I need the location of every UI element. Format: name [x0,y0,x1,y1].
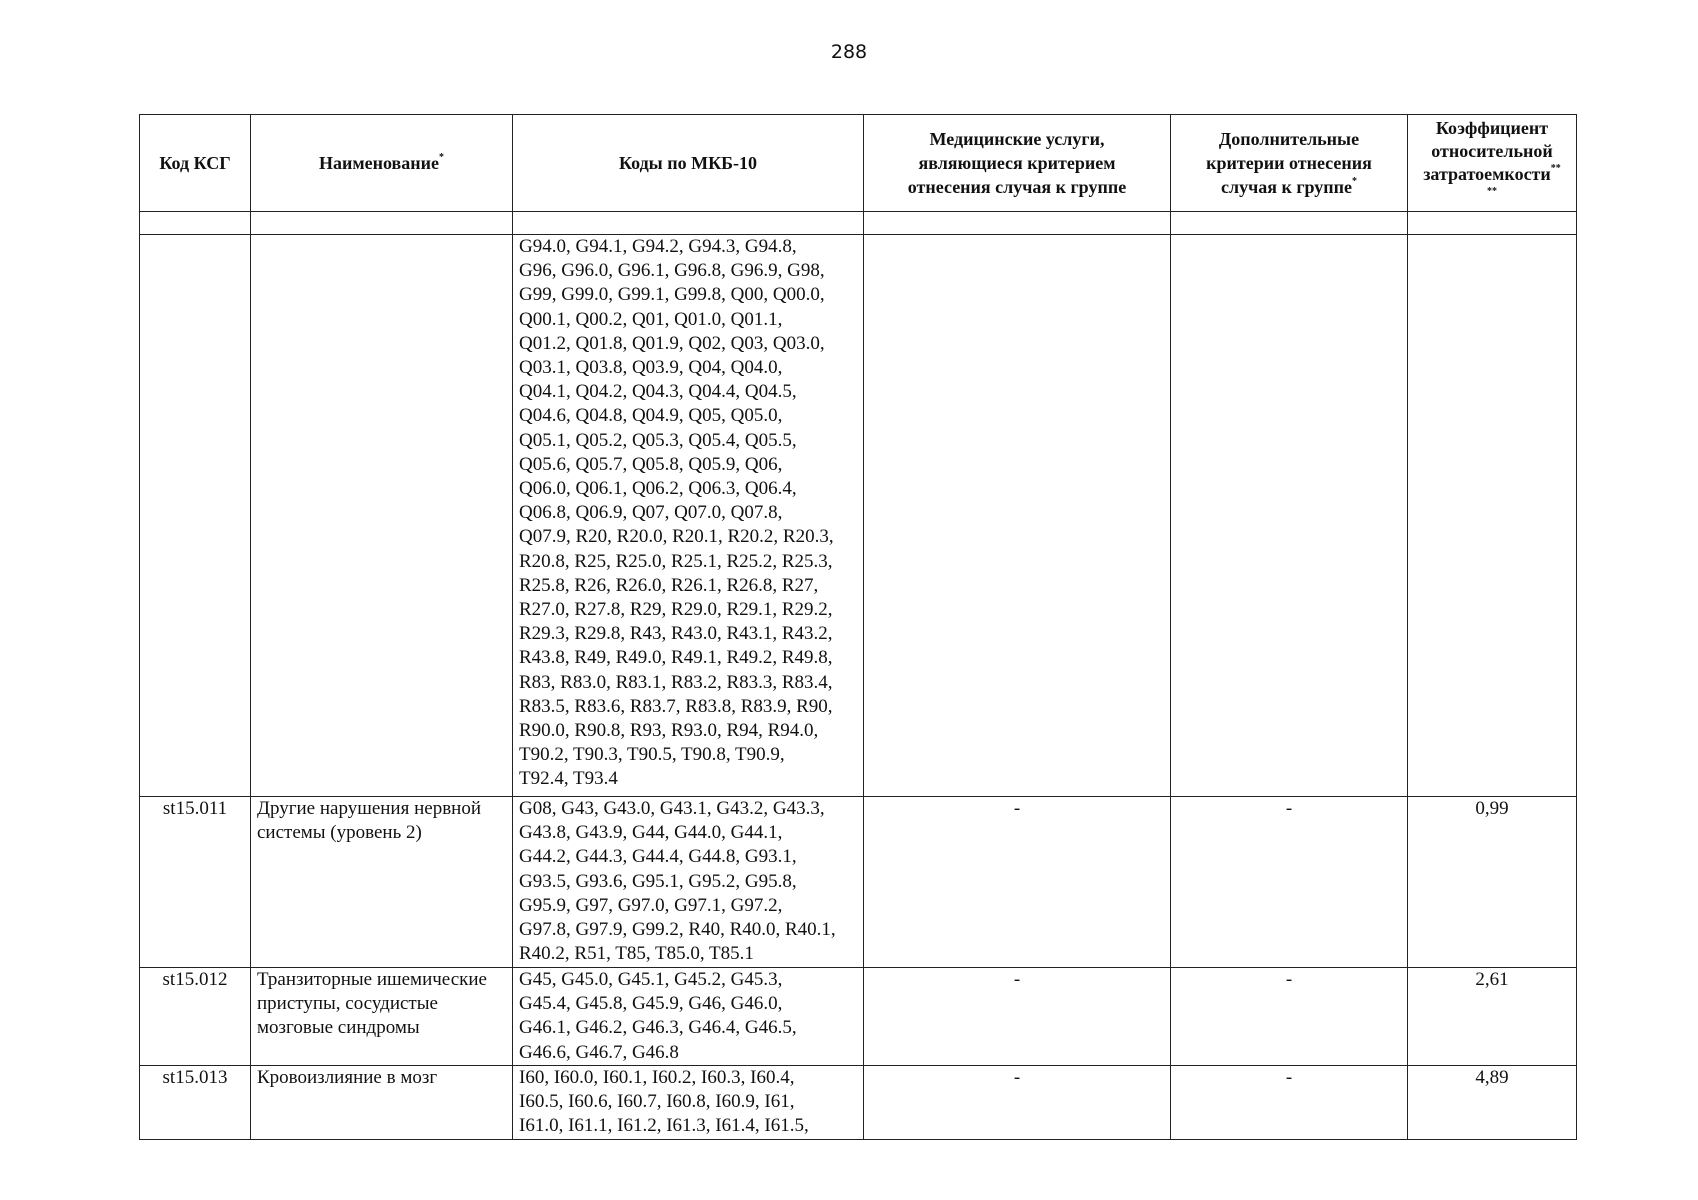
coefficient-cell: 4,89 [1408,1066,1577,1140]
header-name: Наименование* [251,115,513,212]
services-cell: - [864,968,1171,1066]
table-row [140,968,1577,1066]
continuation-row [140,235,1577,797]
ksg-name-cell: Другие нарушения нервной системы (уровень 2) [251,797,513,968]
name-footnote-mark: * [439,152,444,163]
criteria-cell: - [1171,1066,1408,1140]
mkb-codes-cell: I60, I60.0, I60.1, I60.2, I60.3, I60.4, I60.5, I60.6, I60.7, I60.8, I60.9, I61, I61.0, I61.1, I61.2, I61.3, I61.4, I61.5, [513,1066,864,1140]
ksg-code-cell: st15.013 [140,1066,251,1140]
spacer-row [140,212,1577,235]
header-medical-services: Медицинские услуги, являющиеся критерием отнесения случая к группе [864,115,1171,212]
empty-cell [251,235,513,797]
spacer-cell [140,212,251,235]
mkb-codes-cell: G08, G43, G43.0, G43.1, G43.2, G43.3, G43.8, G43.9, G44, G44.0, G44.1, G44.2, G44.3, G44.4, G44.8, G93.1, G93.5, G93.6, G95.1, G95.2, G95.8, G95.9, G97, G97.0, G97.1, G97.2, G97.8, G97.9, G99.2, R40, R40.0, R40.1, R40.2, R51, T85, T85.0, T85.1 [513,797,864,968]
empty-cell [864,235,1171,797]
criteria-cell: - [1171,797,1408,968]
services-cell: - [864,1066,1171,1140]
ksg-name-cell: Кровоизлияние в мозг [251,1066,513,1140]
empty-cell [1408,235,1577,797]
spacer-cell [864,212,1171,235]
header-code: Код КСГ [140,115,251,212]
ksg-code-cell: st15.012 [140,968,251,1066]
spacer-cell [513,212,864,235]
header-additional-criteria: Дополнительные критерии отнесения случая к группе* [1171,115,1408,212]
table-row [140,1066,1577,1140]
spacer-cell [1408,212,1577,235]
criteria-cell: - [1171,968,1408,1066]
empty-cell [1171,235,1408,797]
empty-cell [140,235,251,797]
coefficient-cell: 2,61 [1408,968,1577,1066]
spacer-cell [251,212,513,235]
page-number: 288 [830,41,868,63]
services-cell: - [864,797,1171,968]
table-row [140,797,1577,968]
header-coefficient: Коэффициент относительной затратоемкости** ** [1408,115,1577,212]
header-mkb-codes: Коды по МКБ-10 [513,115,864,212]
header-row [140,115,1577,212]
criteria-footnote-mark: * [1352,176,1358,187]
mkb-codes-cell: G94.0, G94.1, G94.2, G94.3, G94.8, G96, G96.0, G96.1, G96.8, G96.9, G98, G99, G99.0, G99.1, G99.8, Q00, Q00.0, Q00.1, Q00.2, Q01, Q01.0, Q01.1, Q01.2, Q01.8, Q01.9, Q02, Q03, Q03.0, Q03.1, Q03.8, Q03.9, Q04, Q04.0, Q04.1, Q04.2, Q04.3, Q04.4, Q04.5, Q04.6, Q04.8, Q04.9, Q05, Q05.0, Q05.1, Q05.2, Q05.3, Q05.4, Q05.5, Q05.6, Q05.7, Q05.8, Q05.9, Q06, Q06.0, Q06.1, Q06.2, Q06.3, Q06.4, Q06.8, Q06.9, Q07, Q07.0, Q07.8, Q07.9, R20, R20.0, R20.1, R20.2, R20.3, R20.8, R25, R25.0, R25.1, R25.2, R25.3, R25.8, R26, R26.0, R26.1, R26.8, R27, R27.0, R27.8, R29, R29.0, R29.1, R29.2, R29.3, R29.8, R43, R43.0, R43.1, R43.2, R43.8, R49, R49.0, R49.1, R49.2, R49.8, R83, R83.0, R83.1, R83.2, R83.3, R83.4, R83.5, R83.6, R83.7, R83.8, R83.9, R90, R90.0, R90.8, R93, R93.0, R94, R94.0, T90.2, T90.3, T90.5, T90.8, T90.9, T92.4, T93.4 [513,235,864,797]
spacer-cell [1171,212,1408,235]
ksg-table [139,114,1577,1140]
coef-footnote-mark-2: ** [1487,186,1497,197]
ksg-code-cell: st15.011 [140,797,251,968]
mkb-codes-cell: G45, G45.0, G45.1, G45.2, G45.3, G45.4, G45.8, G45.9, G46, G46.0, G46.1, G46.2, G46.3, G46.4, G46.5, G46.6, G46.7, G46.8 [513,968,864,1066]
coefficient-cell: 0,99 [1408,797,1577,968]
ksg-name-cell: Транзиторные ишемические приступы, сосудистые мозговые синдромы [251,968,513,1066]
coef-footnote-mark: ** [1550,163,1561,174]
